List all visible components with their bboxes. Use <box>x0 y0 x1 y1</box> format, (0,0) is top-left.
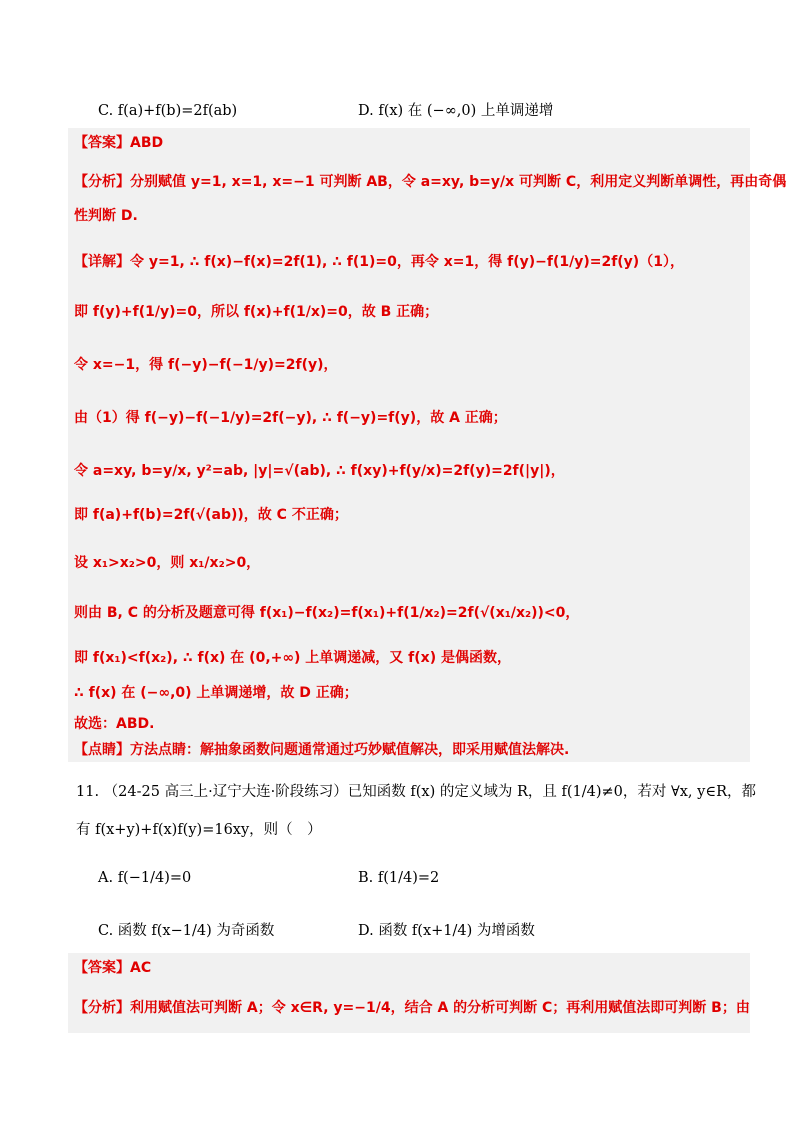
q10-choice: 故选：ABD. <box>74 716 155 732</box>
q10-answer: 【答案】ABD <box>74 135 164 151</box>
q10-detail-line-4: 由（1）得 f(−y)−f(−1/y)=2f(−y), ∴ f(−y)=f(y)，故 A 正确； <box>74 410 507 426</box>
q11-option-a: A. f(−1/4)=0 <box>98 870 192 886</box>
q11-option-b: B. f(1/4)=2 <box>358 870 440 886</box>
q10-analysis-line-2: 性判断 D. <box>74 208 138 224</box>
q11-stem-line-2: 有 f(x+y)+f(x)f(y)=16xy，则（ ） <box>76 822 322 838</box>
q10-detail-line-9: 即 f(x₁)<f(x₂), ∴ f(x) 在 (0,+∞) 上单调递减，又 f(x) 是偶函数， <box>74 650 511 666</box>
q10-detail-line-10: ∴ f(x) 在 (−∞,0) 上单调递增，故 D 正确； <box>74 685 358 701</box>
q10-detail-line-2: 即 f(y)+f(1/y)=0，所以 f(x)+f(1/x)=0，故 B 正确； <box>74 304 439 320</box>
q10-detail-line-5: 令 a=xy, b=y/x, y²=ab, |y|=√(ab), ∴ f(xy)+f(y/x)=2f(y)=2f(|y|)， <box>74 463 565 479</box>
q10-detail-line-8: 则由 B, C 的分析及题意可得 f(x₁)−f(x₂)=f(x₁)+f(1/x₂)=2f(√(x₁/x₂))<0， <box>74 605 580 621</box>
q10-analysis-line-1: 【分析】分别赋值 y=1, x=1, x=−1 可判断 AB，令 a=xy, b=y/x 可判断 C，利用定义判断单调性，再由奇偶 <box>74 174 787 190</box>
q11-answer: 【答案】AC <box>74 960 152 976</box>
q10-option-c: C. f(a)+f(b)=2f(ab) <box>98 103 238 119</box>
q10-detail-line-6: 即 f(a)+f(b)=2f(√(ab))，故 C 不正确； <box>74 507 348 523</box>
q10-detail-line-3: 令 x=−1，得 f(−y)−f(−1/y)=2f(y)， <box>74 357 338 373</box>
q10-option-d: D. f(x) 在 (−∞,0) 上单调递增 <box>358 103 554 119</box>
q10-detail-line-1: 【详解】令 y=1, ∴ f(x)−f(x)=2f(1), ∴ f(1)=0，再令 x=1，得 f(y)−f(1/y)=2f(y)（1）， <box>74 254 684 270</box>
q10-detail-line-7: 设 x₁>x₂>0，则 x₁/x₂>0， <box>74 555 261 571</box>
q10-tip: 【点睛】方法点睛：解抽象函数问题通常通过巧妙赋值解决，即采用赋值法解决. <box>74 742 570 758</box>
q11-option-d: D. 函数 f(x+1/4) 为增函数 <box>358 923 535 939</box>
q11-stem-line-1: 11. （24-25 高三上·辽宁大连·阶段练习）已知函数 f(x) 的定义域为 R，且 f(1/4)≠0，若对 ∀x, y∈R，都 <box>76 784 756 800</box>
q11-option-c: C. 函数 f(x−1/4) 为奇函数 <box>98 923 275 939</box>
q11-analysis-line-1: 【分析】利用赋值法可判断 A；令 x∈R, y=−1/4，结合 A 的分析可判断 C；再利用赋值法即可判断 B；由 <box>74 1000 750 1016</box>
